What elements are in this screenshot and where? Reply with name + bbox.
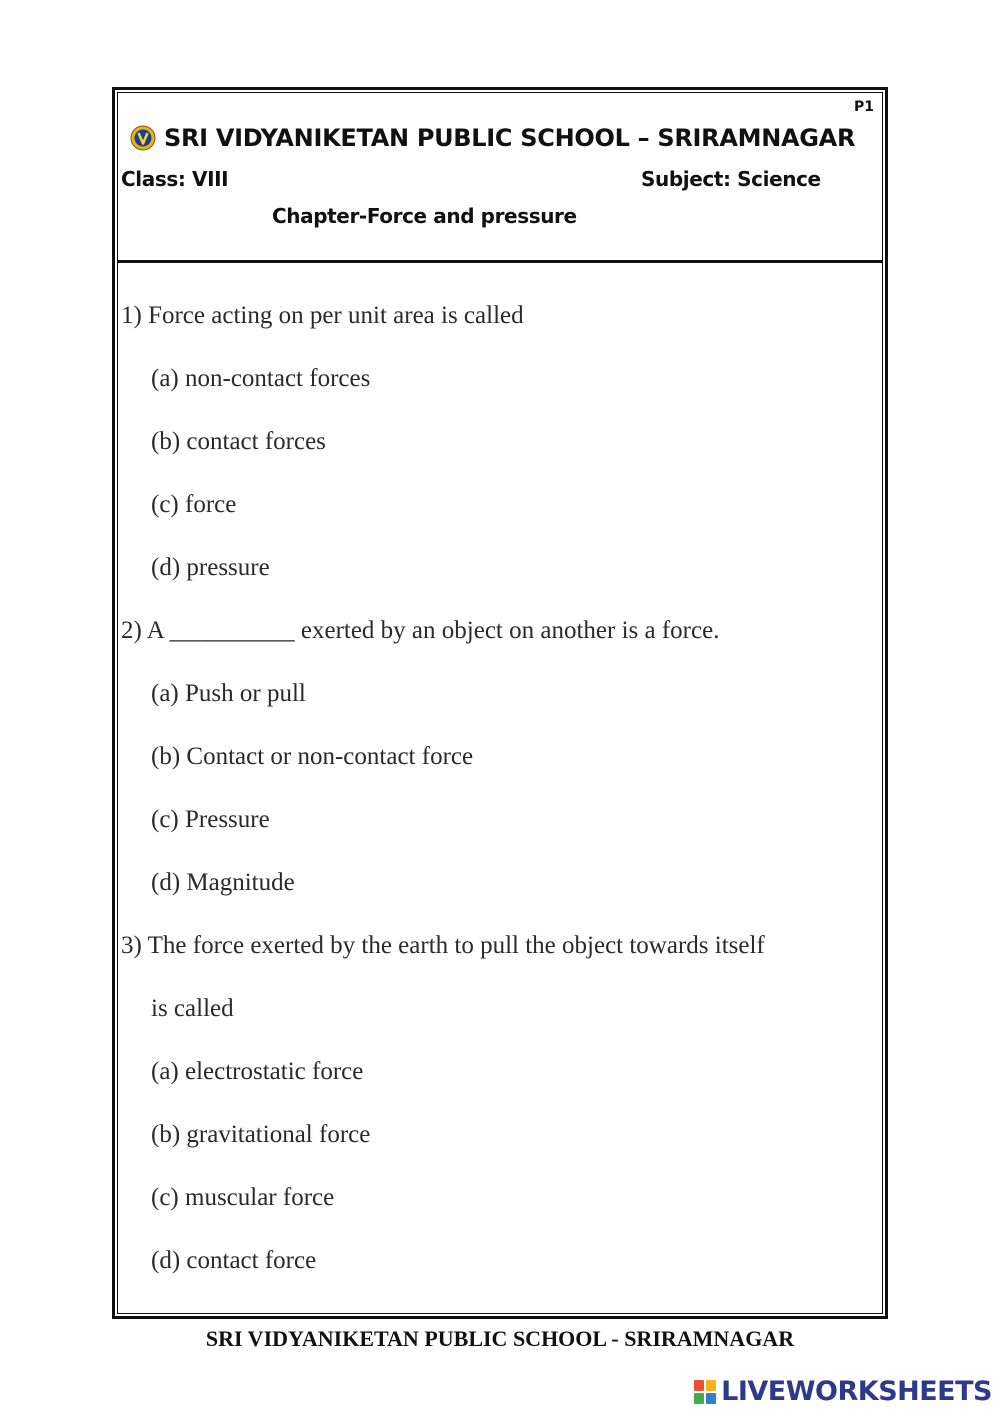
question-3-option-c[interactable]: (c) muscular force (151, 1184, 335, 1211)
school-header (130, 124, 855, 152)
question-2-option-d[interactable]: (d) Magnitude (151, 869, 295, 896)
question-2-option-b[interactable]: (b) Contact or non-contact force (151, 743, 474, 770)
question-3-option-d[interactable]: (d) contact force (151, 1247, 317, 1274)
question-1-option-d[interactable]: (d) pressure (151, 554, 270, 581)
page-code: P1 (853, 99, 874, 115)
school-logo-icon (130, 125, 156, 151)
question-1-option-c[interactable]: (c) force (151, 491, 237, 518)
question-3-option-a[interactable]: (a) electrostatic force (151, 1058, 364, 1085)
question-3-text: 3) The force exerted by the earth to pull the object towards itself (121, 932, 765, 959)
school-name: SRI VIDYANIKETAN PUBLIC SCHOOL – SRIRAMNAGAR (164, 124, 856, 152)
footer-school-name: SRI VIDYANIKETAN PUBLIC SCHOOL - SRIRAMNAGAR (205, 1326, 795, 1351)
chapter-title: Chapter-Force and pressure (272, 204, 577, 228)
class-label: Class: VIII (121, 167, 229, 191)
subject-label: Subject: Science (641, 167, 821, 191)
watermark-text: LIVEWORKSHEETS (721, 1376, 992, 1407)
header-divider (117, 260, 883, 263)
liveworksheets-watermark (693, 1376, 992, 1407)
question-2-option-a[interactable]: (a) Push or pull (151, 680, 306, 707)
question-3-option-b[interactable]: (b) gravitational force (151, 1121, 371, 1148)
question-1-text: 1) Force acting on per unit area is called (121, 302, 524, 329)
question-1-option-a[interactable]: (a) non-contact forces (151, 365, 371, 392)
question-2-option-c[interactable]: (c) Pressure (151, 806, 270, 833)
question-1-option-b[interactable]: (b) contact forces (151, 428, 326, 455)
liveworksheets-logo-icon (693, 1379, 717, 1405)
question-2-text: 2) A __________ exerted by an object on another is a force. (121, 617, 720, 644)
question-3-text-continued: is called (151, 995, 234, 1022)
